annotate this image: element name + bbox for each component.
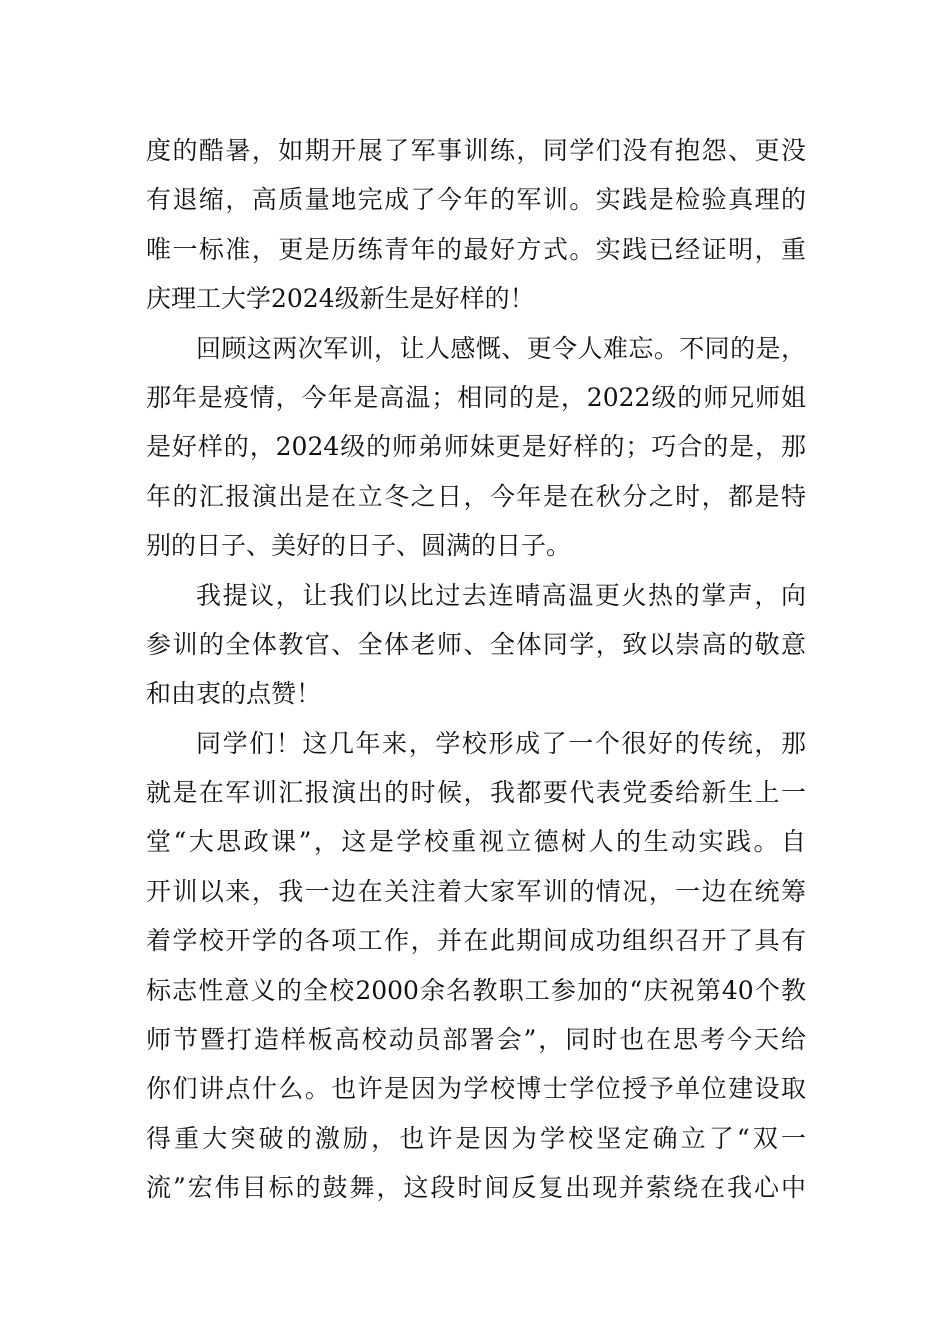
text-line: 唯一标准，更是历练青年的最好方式。实践已经证明，重 bbox=[146, 234, 806, 264]
text-line: 得重大突破的激励，也许是因为学校坚定确立了“双一 bbox=[146, 1123, 806, 1153]
text-line: 着学校开学的各项工作，并在此期间成功组织召开了具有 bbox=[146, 926, 806, 956]
text-line: 参训的全体教官、全体老师、全体同学，致以崇高的敬意 bbox=[146, 629, 806, 659]
paragraph-2 bbox=[146, 324, 806, 571]
paragraph-4 bbox=[146, 719, 806, 1213]
text-line: 和由衷的点赞！ bbox=[146, 679, 322, 709]
text-line: 年的汇报演出是在立冬之日，今年是在秋分之时，都是特 bbox=[146, 481, 806, 511]
text-line: 度的酷暑，如期开展了军事训练，同学们没有抱怨、更没 bbox=[146, 136, 806, 165]
text-line: 有退缩，高质量地完成了今年的军训。实践是检验真理的 bbox=[146, 185, 806, 215]
text-line: 师节暨打造样板高校动员部署会”，同时也在思考今天给 bbox=[146, 1025, 806, 1055]
text-line: 堂“大思政课”，这是学校重视立德树人的生动实践。自 bbox=[146, 827, 806, 857]
text-line: 别的日子、美好的日子、圆满的日子。 bbox=[146, 531, 572, 561]
text-line: 标志性意义的全校2000余名教职工参加的“庆祝第40个教 bbox=[146, 975, 806, 1005]
text-line: 同学们！这几年来，学校形成了一个很好的传统，那 bbox=[196, 728, 806, 758]
text-line: 回顾这两次军训，让人感慨、更令人难忘。不同的是， bbox=[196, 333, 806, 363]
paragraph-1 bbox=[146, 126, 806, 324]
text-line: 就是在军训汇报演出的时候，我都要代表党委给新生上一 bbox=[146, 778, 806, 808]
document-body bbox=[146, 126, 806, 1213]
text-line: 开训以来，我一边在关注着大家军训的情况，一边在统筹 bbox=[146, 876, 806, 906]
text-line: 那年是疫情，今年是高温；相同的是，2022级的师兄师姐 bbox=[146, 382, 806, 412]
text-line: 我提议，让我们以比过去连晴高温更火热的掌声，向 bbox=[196, 580, 806, 610]
text-line: 是好样的，2024级的师弟师妹更是好样的；巧合的是，那 bbox=[146, 432, 806, 462]
text-line: 流”宏伟目标的鼓舞，这段时间反复出现并萦绕在我心中 bbox=[146, 1173, 806, 1203]
text-line: 庆理工大学2024级新生是好样的！ bbox=[146, 284, 535, 314]
text-line: 你们讲点什么。也许是因为学校博士学位授予单位建设取 bbox=[146, 1074, 806, 1104]
paragraph-3 bbox=[146, 571, 806, 719]
